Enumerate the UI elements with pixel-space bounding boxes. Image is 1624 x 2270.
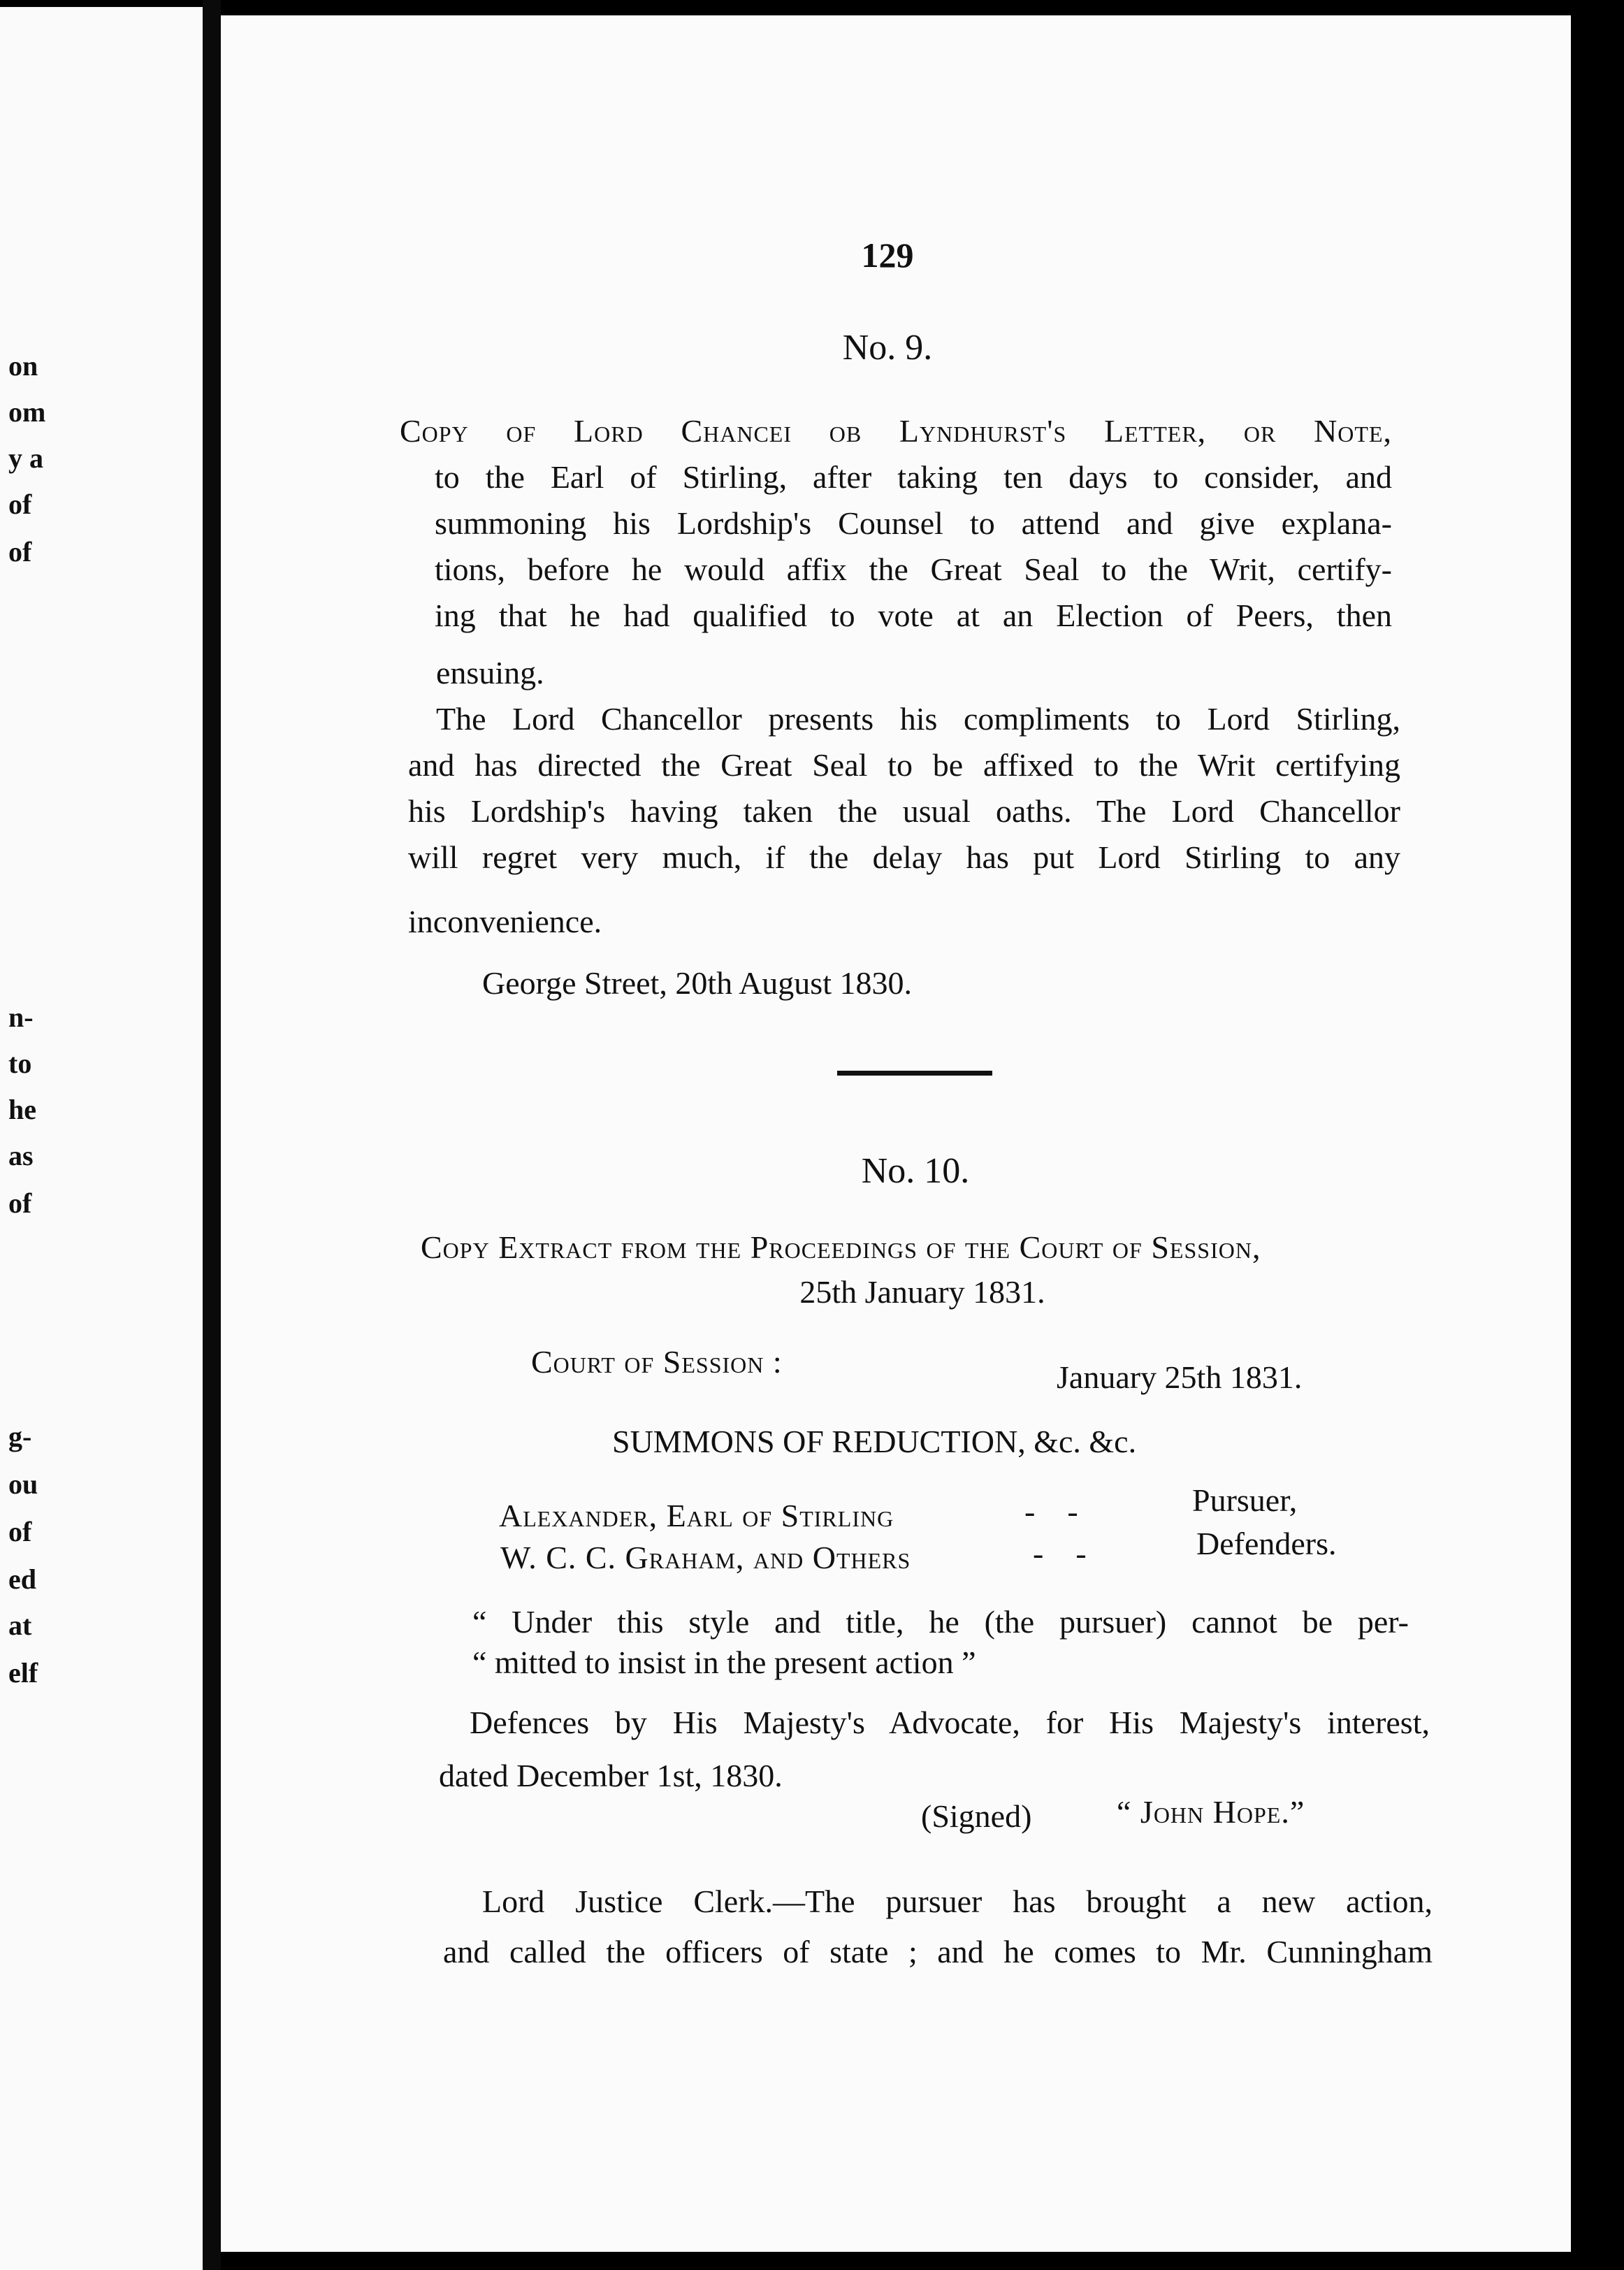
margin-fragment: g- — [8, 1421, 32, 1452]
margin-fragment: to — [8, 1048, 32, 1079]
title-line: ensuing. — [436, 655, 544, 691]
signed-label: (Signed) — [921, 1798, 1032, 1834]
body-line: inconvenience. — [408, 904, 602, 939]
margin-fragment: of — [8, 1187, 32, 1219]
book-gutter — [203, 0, 221, 2270]
party-dashes: - - — [1024, 1494, 1078, 1529]
margin-fragment: he — [8, 1094, 36, 1125]
title-line: ing that he had qualified to vote at an Election of Peers, then — [435, 598, 1392, 633]
party-name: Alexander, Earl of Stirling — [499, 1498, 894, 1533]
quote-block — [472, 1599, 1409, 1645]
margin-fragment: elf — [8, 1657, 38, 1689]
body-line: will regret very much, if the delay has put Lord Stirling to any — [408, 839, 1400, 875]
scan-border — [1571, 0, 1624, 2270]
section-heading-no10: No. 10. — [861, 1151, 970, 1191]
signatory: “ John Hope.” — [1117, 1794, 1305, 1830]
section9-body — [408, 742, 1400, 881]
facing-page — [0, 7, 203, 2270]
page-number: 129 — [861, 236, 914, 275]
title-line: tions, before he would affix the Great Seal to the Writ, certify- — [435, 551, 1392, 587]
defences-line: dated December 1st, 1830. — [439, 1758, 783, 1793]
defences-line: Defences by His Majesty's Advocate, for His Majesty's interest, — [470, 1705, 1430, 1740]
margin-fragment: ou — [8, 1468, 38, 1500]
section-heading-no9: No. 9. — [842, 328, 933, 368]
margin-fragment: om — [8, 396, 46, 428]
body-line: and has directed the Great Seal to be affixed to the Writ certifying — [408, 747, 1400, 783]
ljc-block-cont — [443, 1929, 1433, 1975]
section10-title-line2: 25th January 1831. — [799, 1274, 1045, 1310]
section9-title — [400, 408, 1392, 454]
margin-fragment: on — [8, 350, 38, 382]
defences-block — [470, 1700, 1430, 1746]
margin-fragment: of — [8, 536, 32, 568]
dateline: George Street, 20th August 1830. — [482, 965, 912, 1001]
section10-title-line1: Copy Extract from the Proceedings of the Court of Session, — [421, 1229, 1261, 1265]
party-dashes: - - — [1033, 1535, 1087, 1571]
court-label: Court of Session : — [531, 1344, 783, 1380]
margin-fragment: of — [8, 489, 32, 520]
margin-fragment: y a — [8, 442, 43, 474]
party-role: Pursuer, — [1192, 1482, 1298, 1518]
party-role: Defenders. — [1196, 1526, 1337, 1561]
section-divider — [837, 1071, 992, 1076]
quote-line: “ Under this style and title, he (the pursuer) cannot be per- — [472, 1604, 1409, 1640]
section9-body-first — [436, 696, 1400, 742]
body-line: The Lord Chancellor presents his compliments to Lord Stirling, — [436, 701, 1400, 737]
quote-line: “ mitted to insist in the present action ” — [472, 1644, 976, 1680]
title-line: to the Earl of Stirling, after taking ten days to consider, and — [435, 459, 1392, 495]
summons-heading: SUMMONS OF REDUCTION, &c. &c. — [612, 1424, 1137, 1459]
margin-fragment: ed — [8, 1563, 36, 1595]
title-line: summoning his Lordship's Counsel to attend and give explana- — [435, 505, 1392, 541]
margin-fragment: of — [8, 1516, 32, 1547]
ljc-line: and called the officers of state ; and he comes to Mr. Cunningham — [443, 1934, 1433, 1969]
section9-title-cont — [435, 454, 1392, 639]
party-name: W. C. C. Graham, and Others — [500, 1540, 911, 1575]
court-date: January 25th 1831. — [1057, 1359, 1303, 1395]
body-line: his Lordship's having taken the usual oaths. The Lord Chancellor — [408, 793, 1400, 829]
ljc-line: Lord Justice Clerk.—The pursuer has brought a new action, — [482, 1884, 1433, 1919]
margin-fragment: as — [8, 1140, 34, 1171]
margin-fragment: at — [8, 1610, 32, 1641]
title-line: Copy of Lord Chancei ob Lyndhurst's Letter, or Note, — [400, 413, 1392, 449]
ljc-block — [482, 1879, 1433, 1925]
margin-fragment: n- — [8, 1002, 34, 1033]
